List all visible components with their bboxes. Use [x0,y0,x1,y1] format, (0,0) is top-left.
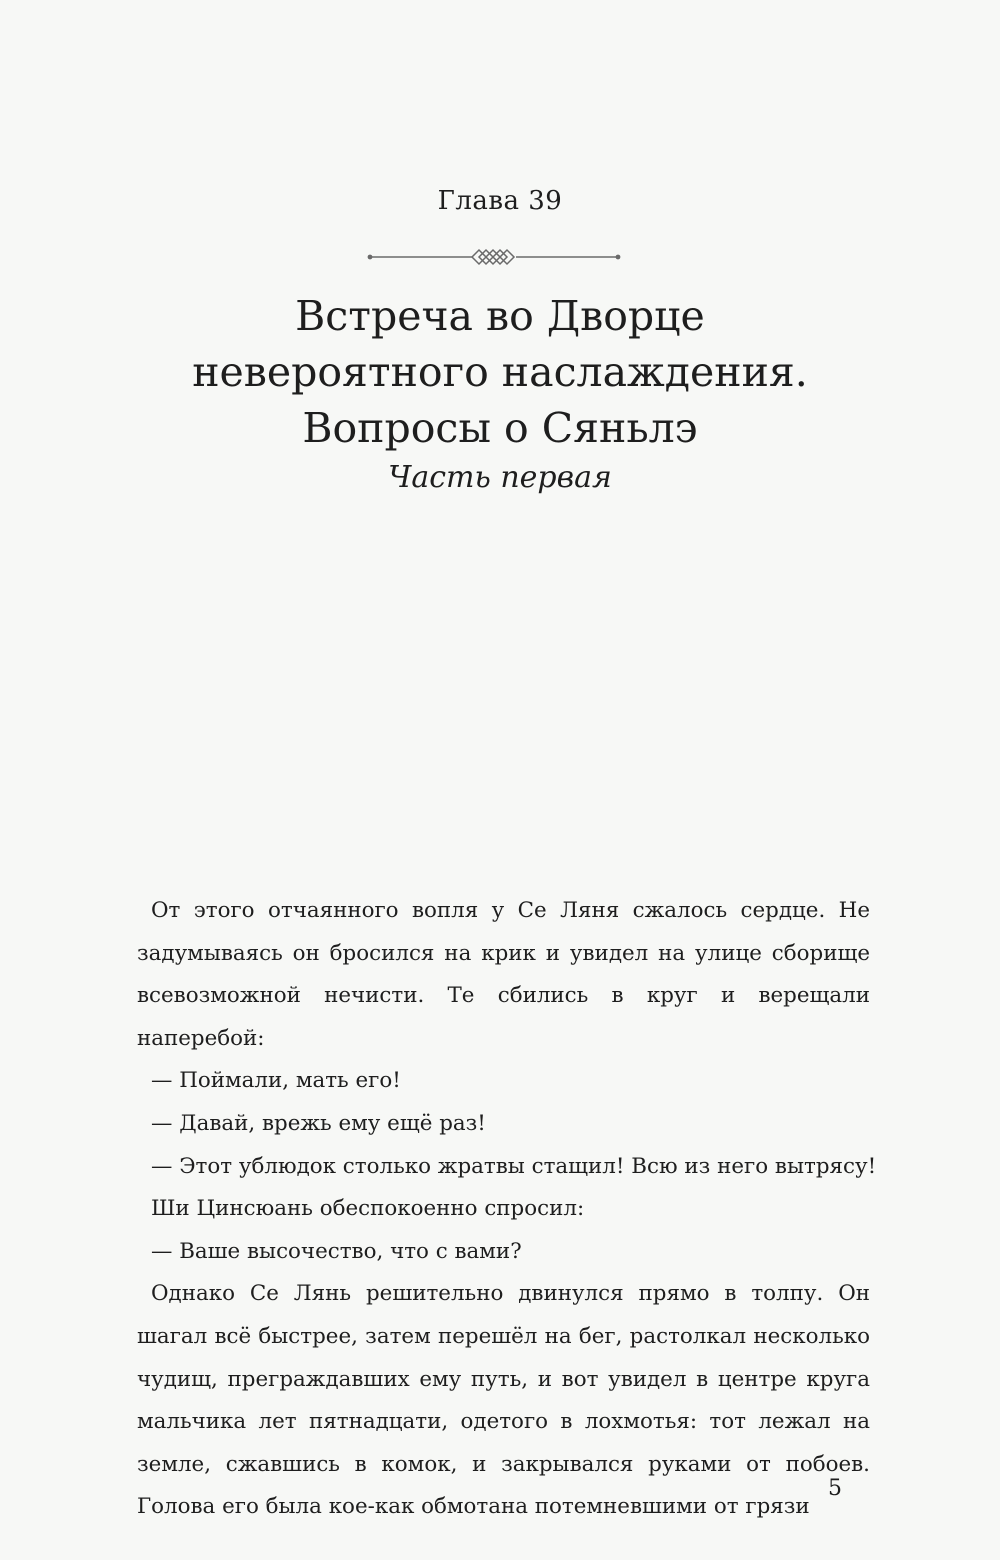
paragraph: Ши Цинсюань обеспокоенно спросил: [151,1196,585,1222]
dialogue-line: — Давай, врежь ему ещё раз! [151,1110,486,1136]
chapter-title-line: Встреча во Дворце [295,292,705,340]
chapter-number: Глава 39 [437,186,563,216]
chapter-title-line: невероятного наслаждения. [192,348,808,396]
page-number: 5 [828,1476,842,1501]
body-text [137,890,877,1529]
dialogue-line: — Поймали, мать его! [151,1068,401,1094]
dialogue-line: — Ваше высочество, что с вами? [151,1238,522,1264]
paragraph: От этого отчаянного вопля у Се Ляня сжалось сердце. Не задумываясь он бросился на крик и увидел на улице сборище всевозможной нечисти. Те сбились в круг и верещали наперебой: [137,898,870,1051]
dialogue-line: — Этот ублюдок столько жратвы стащил! Всю из него вытрясу! [151,1153,877,1179]
paragraph: Однако Се Лянь решительно двинулся прямо в толпу. Он шагал всё быстрее, затем перешёл на бег, растолкал несколько чудищ, преграждавших ему путь, и вот увидел в центре круга мальчика лет пятнадцати, одетого в лохмотья: тот лежал на земле, сжавшись в комок, и закрывался руками от побоев. Голова его была кое-как обмотана потемневшими от грязи [137,1281,870,1520]
chapter-divider-ornament-icon [366,246,622,268]
chapter-title [100,288,900,456]
chapter-title-line: Вопросы о Сяньлэ [302,404,698,452]
chapter-subtitle: Часть первая [388,460,612,495]
